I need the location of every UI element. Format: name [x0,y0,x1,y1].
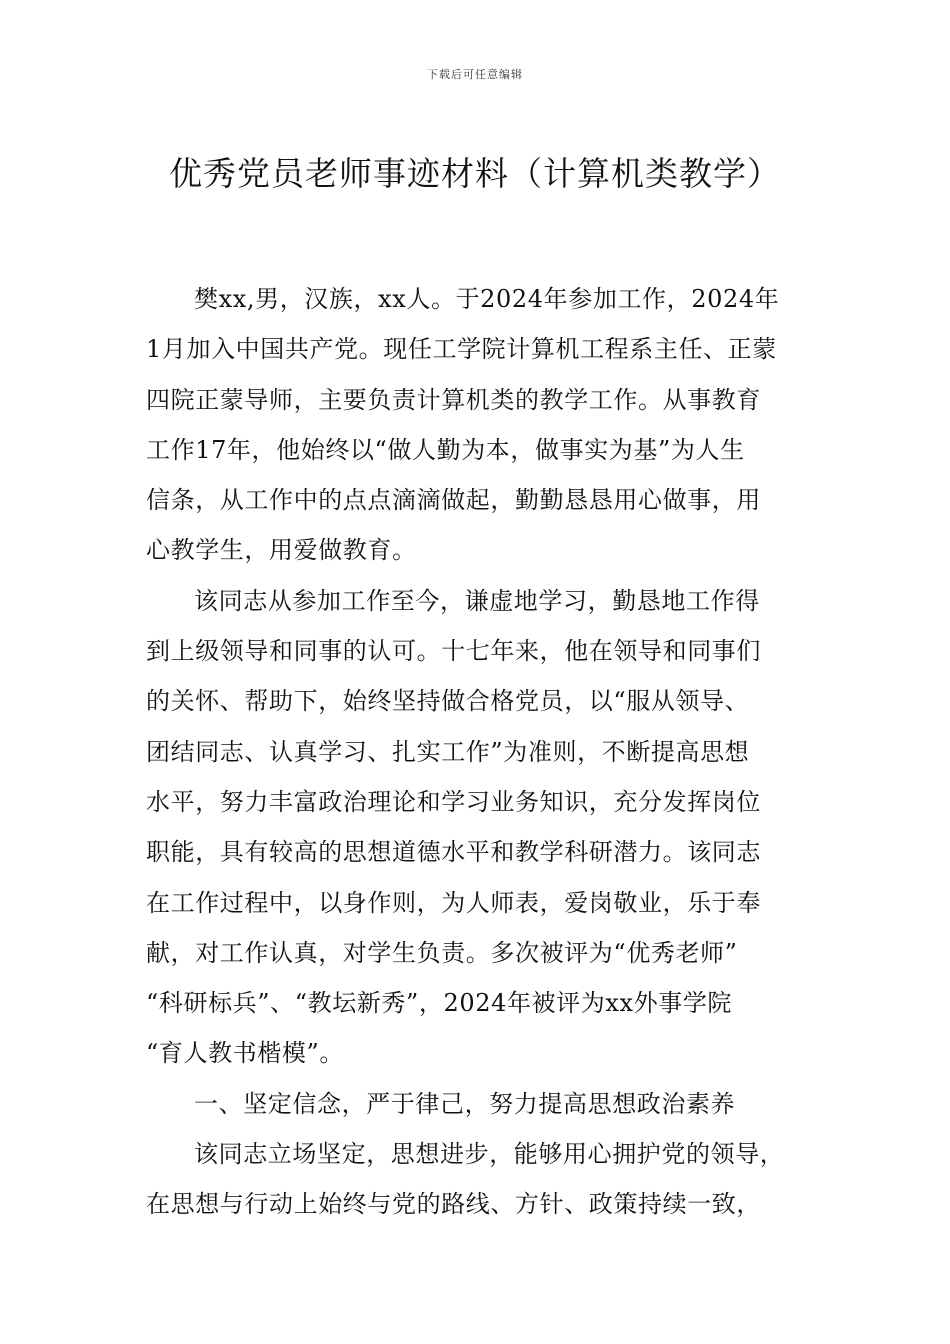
text-line: 该同志立场坚定，思想进步，能够用心拥护党的领导， [194,1140,785,1169]
text-line: 的关怀、帮助下，始终坚持做合格党员，以“服从领导、 [146,687,750,716]
text-line: “科研标兵”、“教坛新秀”，2024年被评为xx外事学院 [146,989,733,1018]
paragraph-3 [146,1129,812,1230]
text-line: 职能，具有较高的思想道德水平和教学科研潜力。该同志 [146,838,761,867]
text-line: 水平，努力丰富政治理论和学习业务知识，充分发挥岗位 [146,787,761,816]
text-line: 工作17年，他始终以“做人勤为本，做事实为基”为人生 [146,435,745,464]
text-line: 该同志从参加工作至今，谦虚地学习，勤恳地工作得 [194,586,760,615]
document-body [146,274,812,1230]
text-line: “育人教书楷模”。 [146,1039,344,1068]
text-line: 在工作过程中，以身作则，为人师表，爱岗敬业，乐于奉 [146,888,761,917]
paragraph-2 [146,576,812,1079]
text-line: 心教学生，用爱做教育。 [146,536,417,565]
text-line: 献，对工作认真，对学生负责。多次被评为“优秀老师” [146,938,738,967]
text-line: 到上级领导和同事的认可。十七年来，他在领导和同事们 [146,637,761,666]
text-line: 一、坚定信念，严于律己，努力提高思想政治素养 [194,1089,736,1118]
text-line: 信条，从工作中的点点滴滴做起，勤勤恳恳用心做事，用 [146,486,761,515]
text-line: 樊xx,男，汉族，xx人。于2024年参加工作，2024年 [194,285,780,313]
header-note: 下载后可任意编辑 [427,68,523,81]
text-line: 在思想与行动上始终与党的路线、方针、政策持续一致， [146,1190,761,1219]
text-line: 团结同志、认真学习、扎实工作”为准则，不断提高思想 [146,737,750,766]
text-line: 1月加入中国共产党。现任工学院计算机工程系主任、正蒙 [146,335,777,364]
document-title: 优秀党员老师事迹材料（计算机类教学） [169,154,781,193]
section-heading-1 [146,1079,812,1129]
paragraph-1 [146,274,812,576]
text-line: 四院正蒙导师，主要负责计算机类的教学工作。从事教育 [146,385,761,414]
